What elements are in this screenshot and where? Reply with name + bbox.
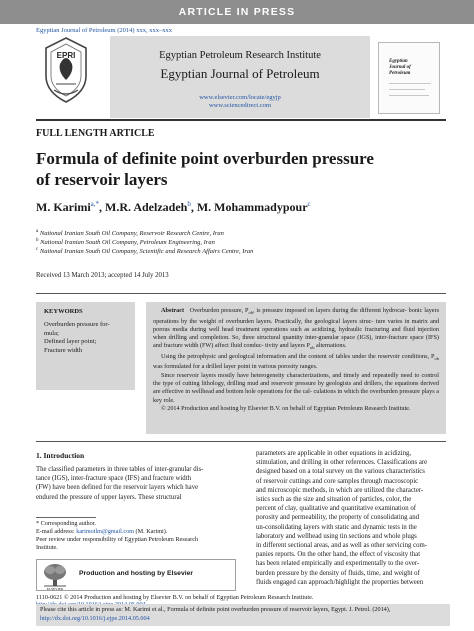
production-hosting-label: Production and hosting by Elsevier [79, 570, 194, 577]
abstract-copyright: © 2014 Production and hosting by Elsevier B.V. on behalf of Egyptian Petroleum Research Institute. [161, 404, 411, 412]
keywords-box [36, 302, 135, 390]
abstract-text: Since reservoir layers mostly have heterogeneity characterizations, and timely and repeatedly [161, 371, 399, 379]
author-affiliation-marker[interactable]: c [307, 200, 311, 208]
publisher-header [110, 36, 370, 118]
abstract-text: tivity and layers P [265, 342, 310, 350]
body-line: percent of clay, qualitative and quantitative examination of [256, 505, 416, 513]
peer-review-note: Peer review under responsibility of Egyptian Petroleum Research [36, 536, 199, 543]
abstract-subscript: ob [248, 310, 253, 316]
keyword-line: Fracture width [44, 346, 83, 354]
author-name: M.R. Adelzadeh [105, 200, 188, 214]
journal-cover-thumbnail [378, 42, 440, 114]
body-line: un-consolidating layers with static and dynamic tests in the [256, 523, 417, 531]
peer-review-note: Institute. [36, 544, 58, 551]
abstract-text: Overburden pressure, P [189, 307, 249, 314]
citation-box [36, 604, 450, 626]
corresponding-author-note: * Corresponding author. [36, 520, 96, 527]
body-line: designed based on a total survey on the various characteristics [256, 468, 425, 476]
epri-logo-icon [36, 36, 96, 106]
abstract-text: need to control the type of cutting lithology, drilling mud and reservoir pressure by geologists [153, 371, 440, 388]
cover-title [389, 59, 437, 77]
abstract-text: Using the petrophysic and geological information and the content of tables under the reservoir [161, 352, 400, 360]
email-link[interactable]: karimoilm@gmail.com [76, 528, 134, 535]
issn-copyright: 1110-0621 © 2014 Production and hosting by Elsevier B.V. on behalf of Egyptian Petroleum Research Institute. [36, 594, 314, 601]
email-suffix: (M. Karimi). [134, 528, 168, 535]
body-line: laboratory and wellhead using tin sections and whole plugs [256, 532, 417, 540]
cover-divider [389, 89, 425, 90]
cover-title-line: Egyptian [389, 59, 408, 64]
title-line: Formula of definite point overburden pressure [36, 149, 374, 168]
affiliation [36, 246, 456, 257]
journal-reference[interactable]: Egyptian Journal of Petroleum (2014) xxx, xxx–xxx [36, 27, 172, 34]
institute-name: Egyptian Petroleum Research Institute [159, 50, 321, 61]
elsevier-wordmark: ELSEVIER [46, 587, 64, 591]
author-name: M. Mohammadypour [196, 200, 308, 214]
keyword-line: Defined layer point; [44, 338, 97, 345]
keyword-line: Overburden pressure for- [44, 321, 110, 328]
cover-divider [389, 83, 431, 84]
abstract-subscript: ob [309, 345, 315, 351]
elsevier-url-link[interactable]: www.elsevier.com/locate/egyjp [199, 94, 281, 101]
citation-doi-link[interactable]: http://dx.doi.org/10.1016/j.ejpe.2014.05.004 [40, 614, 150, 622]
keywords-heading: KEYWORDS [44, 308, 83, 315]
body-line: of reservoir cuttings and core samples through macroscopic [256, 477, 419, 485]
cover-divider [389, 95, 429, 96]
abstract-label: Abstract [161, 307, 185, 314]
body-line: porosity and permeability, the property of consolidating and [256, 514, 420, 522]
section-rule [36, 441, 446, 442]
epri-logo [36, 36, 96, 106]
abstract-paragraph [153, 353, 439, 372]
sciencedirect-link[interactable]: www.sciencedirect.com [208, 102, 272, 109]
email-note [36, 528, 236, 536]
abstract-text: and drillers, the equations derived are effective in wellhead and bottom hole operations for the cal- [153, 380, 439, 396]
abstract-subscript: ob [434, 356, 439, 362]
title-line: of reservoir layers [36, 170, 168, 189]
abstract-text: bonic layers operations by the weight of overburden layers. Practically, the geological layers struc- [153, 307, 440, 325]
body-column-left [36, 465, 236, 502]
abstract-text: conditions, P [401, 352, 435, 360]
body-line: in different sectional areas, and as well as other servicing com- [256, 542, 428, 550]
author-name: M. Karimi [36, 200, 91, 214]
footnote-rule [36, 517, 96, 518]
body-column-right [256, 449, 448, 587]
citation-text: Please cite this article in press as: M. Karimi et al., Formula of definite point overburden pressure of reservoir layers, Egypt. J. Petrol. (2014), [40, 606, 391, 613]
author-separator: , [99, 200, 106, 214]
article-in-press-banner: ARTICLE IN PRESS [0, 0, 474, 24]
keyword-line: mula; [44, 329, 59, 337]
abstract-text: ture varies in matrix and porous media during well head treatment operations such as acidizing, [153, 317, 439, 333]
body-line: parameters are applicable in other equations in acidizing, [256, 450, 412, 457]
affiliation-text: National Iranian South Oil Company, Scientific and Research Affairs Centre, Iran [39, 248, 254, 256]
abstract-text: culations in which the overburden pressure plays a key role. [153, 388, 439, 404]
body-line: panies reports. On the other hand, the effect of viscosity that [256, 551, 421, 559]
abstract-paragraph [153, 307, 439, 353]
section-heading-introduction: 1. Introduction [36, 451, 85, 460]
author-list [36, 200, 311, 215]
body-line: fluids engaged can approach/highlight the properties between [256, 578, 424, 586]
cover-title-line: Journal of [389, 65, 411, 70]
abstract-text: hydraulic fracturing and fluid injection when drilling and completion. So, three structural quantity [153, 325, 439, 342]
body-line: (FW) have been defined for the reservoir layers which have [36, 484, 199, 492]
body-line: istics such as the size and situation of particles, color, the [256, 496, 412, 504]
body-line: endured the pressure of upper layers. These structural [36, 493, 182, 501]
abstract-text: alternations. [314, 342, 347, 350]
author-separator: , [190, 200, 197, 214]
cover-title-line: Petroleum [389, 71, 411, 76]
affiliation-marker: c [36, 247, 39, 252]
body-line: The classified parameters in three tables of inter-granular dis- [36, 466, 204, 473]
author-affiliation-marker[interactable]: a,* [90, 200, 100, 208]
affiliation-text: National Iranian South Oil Company, Petroleum Engineering, Iran [40, 239, 215, 247]
received-dates: Received 13 March 2013; accepted 14 July 2013 [36, 272, 169, 279]
abstract-paragraph [153, 372, 439, 405]
svg-text:EPRI: EPRI [56, 51, 76, 60]
section-rule [36, 293, 446, 294]
body-line: and microscopic methods, in which are utilized the character- [256, 486, 424, 494]
abstract-text: , is pressure imposed on layers during the different hydrocar- [252, 307, 407, 314]
affiliation-text: National Iranian South Oil Company, Reservoir Research Centre, Iran [39, 230, 224, 238]
abstract-text: inter-granular space (IGS), inter-fracture space (IFS) and fracture width (FW) affect fluid conduc- [153, 334, 439, 350]
body-line: has been related empirically and experimentally to the over- [256, 560, 420, 568]
affiliation-marker: b [36, 238, 39, 243]
article-title [36, 148, 436, 190]
article-type: FULL LENGTH ARTICLE [36, 128, 155, 139]
footnotes [36, 520, 236, 552]
header-rule [36, 119, 446, 121]
elsevier-tree-icon [40, 562, 70, 588]
journal-name: Egyptian Journal of Petroleum [160, 66, 320, 81]
body-line: stimulation, and drilling in other references. Classifications are [256, 459, 428, 467]
keywords-list [44, 321, 127, 355]
body-line: tance (IGS), inter-fracture space (IFS) and fracture width [36, 475, 191, 483]
elsevier-logo [40, 562, 70, 588]
email-label: E-mail address: [36, 528, 77, 535]
elsevier-hosting-box [36, 559, 236, 591]
author-affiliation-marker[interactable]: b [187, 200, 191, 208]
affiliation-marker: a [36, 229, 39, 234]
abstract-box [146, 302, 446, 434]
abstract-text: was formulated for a drilled layer point in various porosity ranges. [153, 363, 318, 371]
body-line: burden pressure by the density of fluids, time, and weight of [256, 569, 420, 577]
